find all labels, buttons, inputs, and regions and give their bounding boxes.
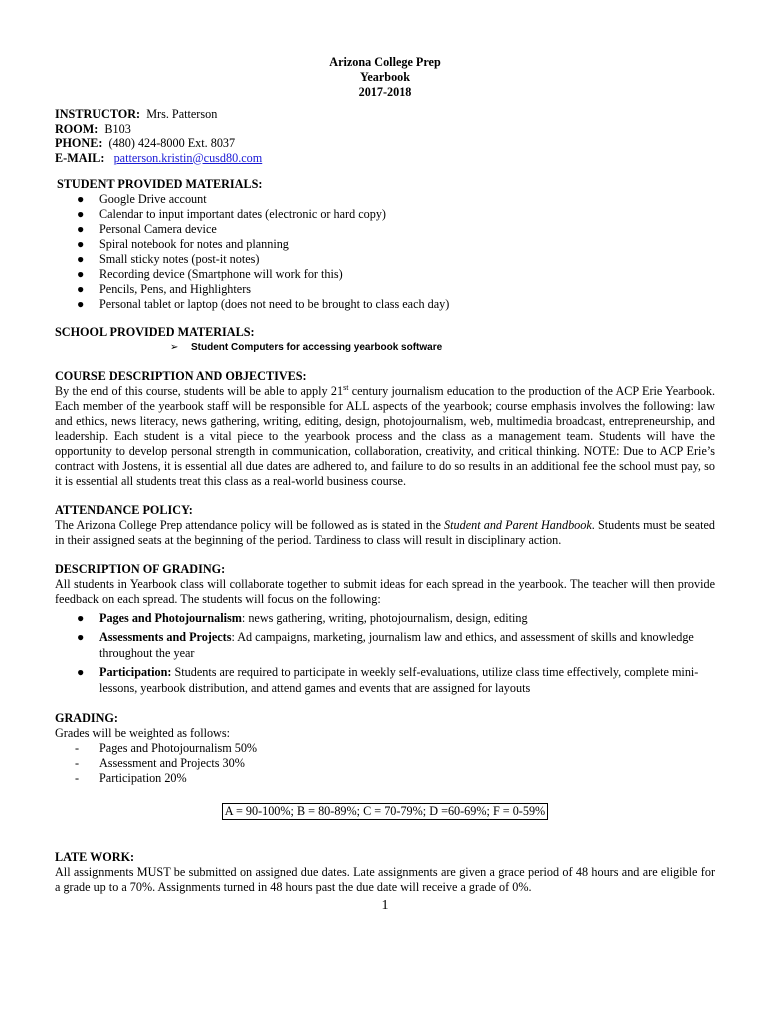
attendance-text: The Arizona College Prep attendance policy will be followed as is stated in the Student and Parent Handbook. Students must be seated in their assigned seats at the beginning of the period. Tardiness to class will result in disciplinary action. xyxy=(55,518,715,547)
instructor-line xyxy=(55,107,715,122)
school-name: Arizona College Prep xyxy=(329,55,441,69)
room-line xyxy=(55,122,715,137)
attendance-section xyxy=(55,503,715,548)
document-title-block xyxy=(55,55,715,100)
room-value: B103 xyxy=(104,121,131,136)
school-materials-list xyxy=(55,340,715,355)
grading-description-section xyxy=(55,562,715,697)
instructor-label: INSTRUCTOR: xyxy=(55,107,141,121)
list-item: - Assessment and Projects 30% xyxy=(75,755,245,770)
bullet-icon: ● xyxy=(77,252,85,266)
list-item: ● Spiral notebook for notes and planning xyxy=(77,237,289,251)
arrow-bullet-icon: ➢ xyxy=(170,342,179,353)
grading-section xyxy=(55,711,715,820)
grading-intro: Grades will be weighted as follows: xyxy=(55,725,230,740)
list-item: ● Google Drive account xyxy=(77,192,207,206)
course-description-text: By the end of this course, students will be able to apply 21st century journalism education to the production of the ACP Erie Yearbook. Each member of the yearbook staff will be responsible for ALL aspects of the yearbook; course emphasis involves the following: law and ethics, news literacy, news gathering, writing, editing, design, photojournalism, web, multimedia broadcast, entrepreneurship, and leadership. Each student is a vital piece to the yearbook process and the class as a management team. Students will have the opportunity to develop personal strength in communication, collaboration, creativity, and critical thinking. NOTE: Due to ACP Erie’s contract with Jostens, it is essential all due dates are adhered to, and failure to do so results in an additional fee the school must pay, so it is essential all students treat this class as a real-world business course. xyxy=(55,382,716,488)
list-item: ● Calendar to input important dates (electronic or hard copy) xyxy=(77,207,386,221)
list-item: ● Recording device (Smartphone will work for this) xyxy=(77,267,343,281)
list-item: ● Assessments and Projects: Ad campaigns, marketing, journalism law and ethics, and assessment of skills and knowledge throughout the year xyxy=(77,629,694,660)
list-item: ➢ Student Computers for accessing yearbook software xyxy=(170,342,443,353)
dash-bullet-icon: - xyxy=(75,740,80,755)
phone-line xyxy=(55,136,715,151)
list-item: ● Pencils, Pens, and Highlighters xyxy=(77,282,251,296)
student-materials-list xyxy=(55,192,715,312)
bullet-icon: ● xyxy=(77,237,85,251)
bullet-icon: ● xyxy=(77,192,85,206)
phone-value: (480) 424-8000 Ext. 8037 xyxy=(108,136,236,150)
dash-bullet-icon: - xyxy=(75,755,80,770)
grading-weights-list xyxy=(55,741,715,786)
list-item: ● Small sticky notes (post-it notes) xyxy=(77,252,260,266)
school-materials-section xyxy=(55,325,715,355)
contact-info xyxy=(55,107,715,165)
bullet-icon: ● xyxy=(77,282,85,296)
bullet-icon: ● xyxy=(77,267,85,281)
course-name: Yearbook xyxy=(359,70,411,84)
list-item: ● Personal tablet or laptop (does not need to be brought to class each day) xyxy=(77,297,450,311)
school-materials-heading: SCHOOL PROVIDED MATERIALS: xyxy=(55,325,255,339)
bullet-icon: ● xyxy=(77,297,85,311)
bullet-icon: ● xyxy=(77,207,85,221)
student-materials-heading: STUDENT PROVIDED MATERIALS: xyxy=(57,177,263,191)
late-work-text: All assignments MUST be submitted on assigned due dates. Late assignments are given a grace period of 48 hours and are eligible for a grade up to a 70%. Assignments turned in 48 hours past the due date will receive a grade of 0%. xyxy=(55,864,715,894)
course-description-section xyxy=(55,369,715,489)
bullet-icon: ● xyxy=(77,664,85,679)
grading-scale-wrapper xyxy=(55,803,715,820)
dash-bullet-icon: - xyxy=(75,770,80,785)
email-link[interactable]: patterson.kristin@cusd80.com xyxy=(113,150,263,165)
grading-description-heading: DESCRIPTION OF GRADING: xyxy=(55,562,226,576)
room-label: ROOM: xyxy=(55,121,99,136)
phone-label: PHONE: xyxy=(55,136,103,150)
bullet-icon: ● xyxy=(77,222,85,236)
list-item: ● Personal Camera device xyxy=(77,222,217,236)
grading-scale-box: A = 90-100%; B = 80-89%; C = 70-79%; D =60-69%; F = 0-59% xyxy=(222,803,548,820)
late-work-heading: LATE WORK: xyxy=(55,849,135,864)
late-work-section xyxy=(55,850,715,895)
course-description-heading: COURSE DESCRIPTION AND OBJECTIVES: xyxy=(55,369,307,383)
attendance-heading: ATTENDANCE POLICY: xyxy=(55,503,193,517)
student-materials-section xyxy=(55,177,715,312)
list-item: ● Participation: Students are required to participate in weekly self-evaluations, utilize class time effectively, complete mini-lessons, yearbook distribution, and attend games and events that are assigned for layouts xyxy=(77,664,699,695)
school-year: 2017-2018 xyxy=(358,85,412,99)
instructor-value: Mrs. Patterson xyxy=(146,107,218,121)
page-number: 1 xyxy=(381,898,389,913)
grading-description-intro: All students in Yearbook class will collaborate together to submit ideas for each spread in the yearbook. The teacher will then provide feedback on each spread. The students will focus on the following: xyxy=(55,577,715,606)
document-page xyxy=(55,55,716,913)
bullet-icon: ● xyxy=(77,611,85,625)
list-item: ● Pages and Photojournalism: news gathering, writing, photojournalism, design, editing xyxy=(77,611,528,625)
grading-heading: GRADING: xyxy=(55,710,118,725)
list-item: - Pages and Photojournalism 50% xyxy=(75,740,258,755)
email-line xyxy=(55,151,715,166)
grading-focus-list xyxy=(55,610,715,697)
list-item: - Participation 20% xyxy=(75,770,187,785)
email-label: E-MAIL: xyxy=(55,150,105,165)
bullet-icon: ● xyxy=(77,629,85,644)
